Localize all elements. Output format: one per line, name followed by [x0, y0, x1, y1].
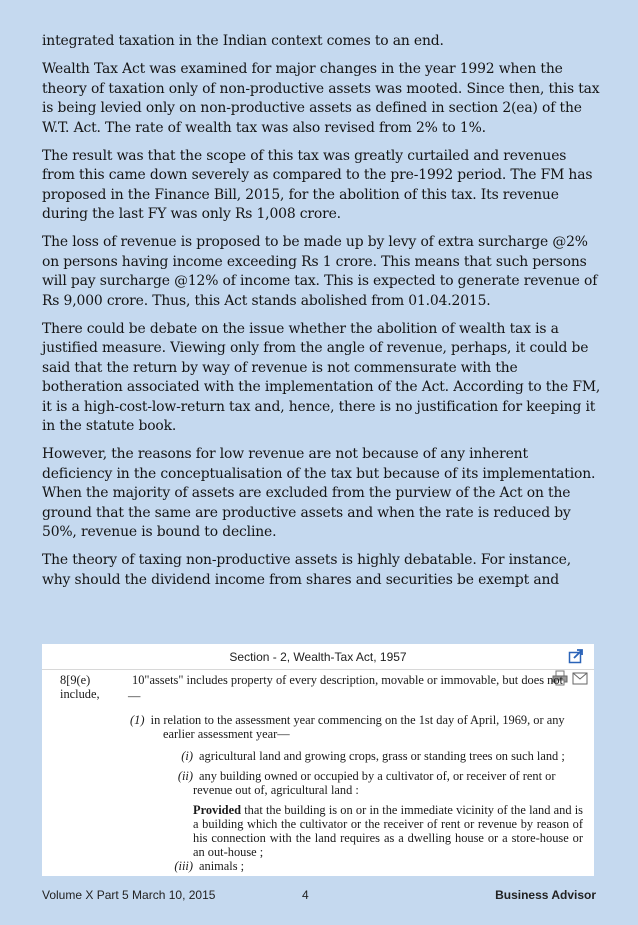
page-footer: [42, 888, 596, 904]
item-text: any building owned or occupied by a cultivator of, or receiver of rent or: [199, 769, 556, 783]
excerpt-title-bar: [42, 644, 594, 670]
sub-clause-continuation: earlier assessment year—: [163, 727, 290, 741]
item-iii: [163, 859, 583, 873]
item-text: agricultural land and growing crops, grass or standing trees on such land ;: [199, 749, 565, 763]
item-continuation: revenue out of, agricultural land :: [193, 783, 359, 797]
clause-number: 8[9(e): [60, 673, 91, 687]
page-number: 4: [302, 888, 309, 902]
clause-text: 10"assets" includes property of every description, movable or immovable, but does not include,: [60, 673, 563, 701]
share-icon[interactable]: [568, 648, 584, 664]
paragraph: integrated taxation in the Indian context comes to an end.: [42, 33, 444, 49]
item-number: (i): [181, 749, 193, 763]
sub-clause-number: (1): [130, 713, 145, 727]
item-ii: [163, 769, 583, 783]
clause-dash: —: [128, 689, 141, 703]
paragraph: However, the reasons for low revenue are not because of any inherent deficiency in the conceptualisation of the tax but because of its implementation. When the majority of assets are excluded from the purview of the Act on the ground that the same are productive assets and when the rate is reduced by 50%, revenue is bound to decline.: [42, 446, 596, 540]
footer-publication: Business Advisor: [495, 888, 596, 902]
proviso: [193, 803, 583, 859]
statute-excerpt-image: [42, 644, 594, 876]
paragraph: The result was that the scope of this tax was greatly curtailed and revenues from this came down severely as compared to the pre-1992 period. The FM has proposed in the Finance Bill, 2015, for the abolition of this tax. Its revenue during the last FY was only Rs 1,008 crore.: [42, 147, 593, 222]
item-number: (ii): [177, 769, 193, 783]
footer-issue: Volume X Part 5 March 10, 2015: [42, 888, 216, 902]
proviso-label: Provided: [193, 803, 241, 817]
excerpt-title: Section - 2, Wealth-Tax Act, 1957: [229, 650, 407, 664]
paragraph: The theory of taxing non-productive assets is highly debatable. For instance, why should the dividend income from shares and securities be exempt and: [42, 552, 571, 588]
paragraph: The loss of revenue is proposed to be made up by levy of extra surcharge @2% on persons having income exceeding Rs 1 crore. This means that such persons will pay surcharge @12% of income tax. This is expected to generate revenue of Rs 9,000 crore. Thus, this Act stands abolished from 01.04.2015.: [42, 234, 598, 309]
item-i: [163, 749, 583, 763]
proviso-text: that the building is on or in the immediate vicinity of the land and is a building which the cultivator or the receiver of rent or revenue by reason of his connection with the land requires as a dwelling house or a store-house or an out-house ;: [193, 803, 583, 859]
item-text: animals ;: [199, 859, 245, 873]
paragraph: There could be debate on the issue whether the abolition of wealth tax is a justified measure. Viewing only from the angle of revenue, perhaps, it could be said that the return by way of revenue is not commensurate with the botheration associated with the implementation of the Act. According to the FM, it is a high-cost-low-return tax and, hence, there is no justification for keeping it in the statute book.: [42, 320, 601, 434]
sub-clause-1: [130, 713, 580, 727]
article-body: [42, 32, 602, 599]
sub-clause-text: in relation to the assessment year commencing on the 1st day of April, 1969, or any: [150, 713, 565, 727]
paragraph: Wealth Tax Act was examined for major changes in the year 1992 when the theory of taxation only of non-productive assets was mooted. Since then, this tax is being levied only on non-productive assets as defined in section 2(ea) of the W.T. Act. The rate of wealth tax was also revised from 2% to 1%.: [42, 61, 600, 136]
item-number: (iii): [174, 859, 193, 873]
